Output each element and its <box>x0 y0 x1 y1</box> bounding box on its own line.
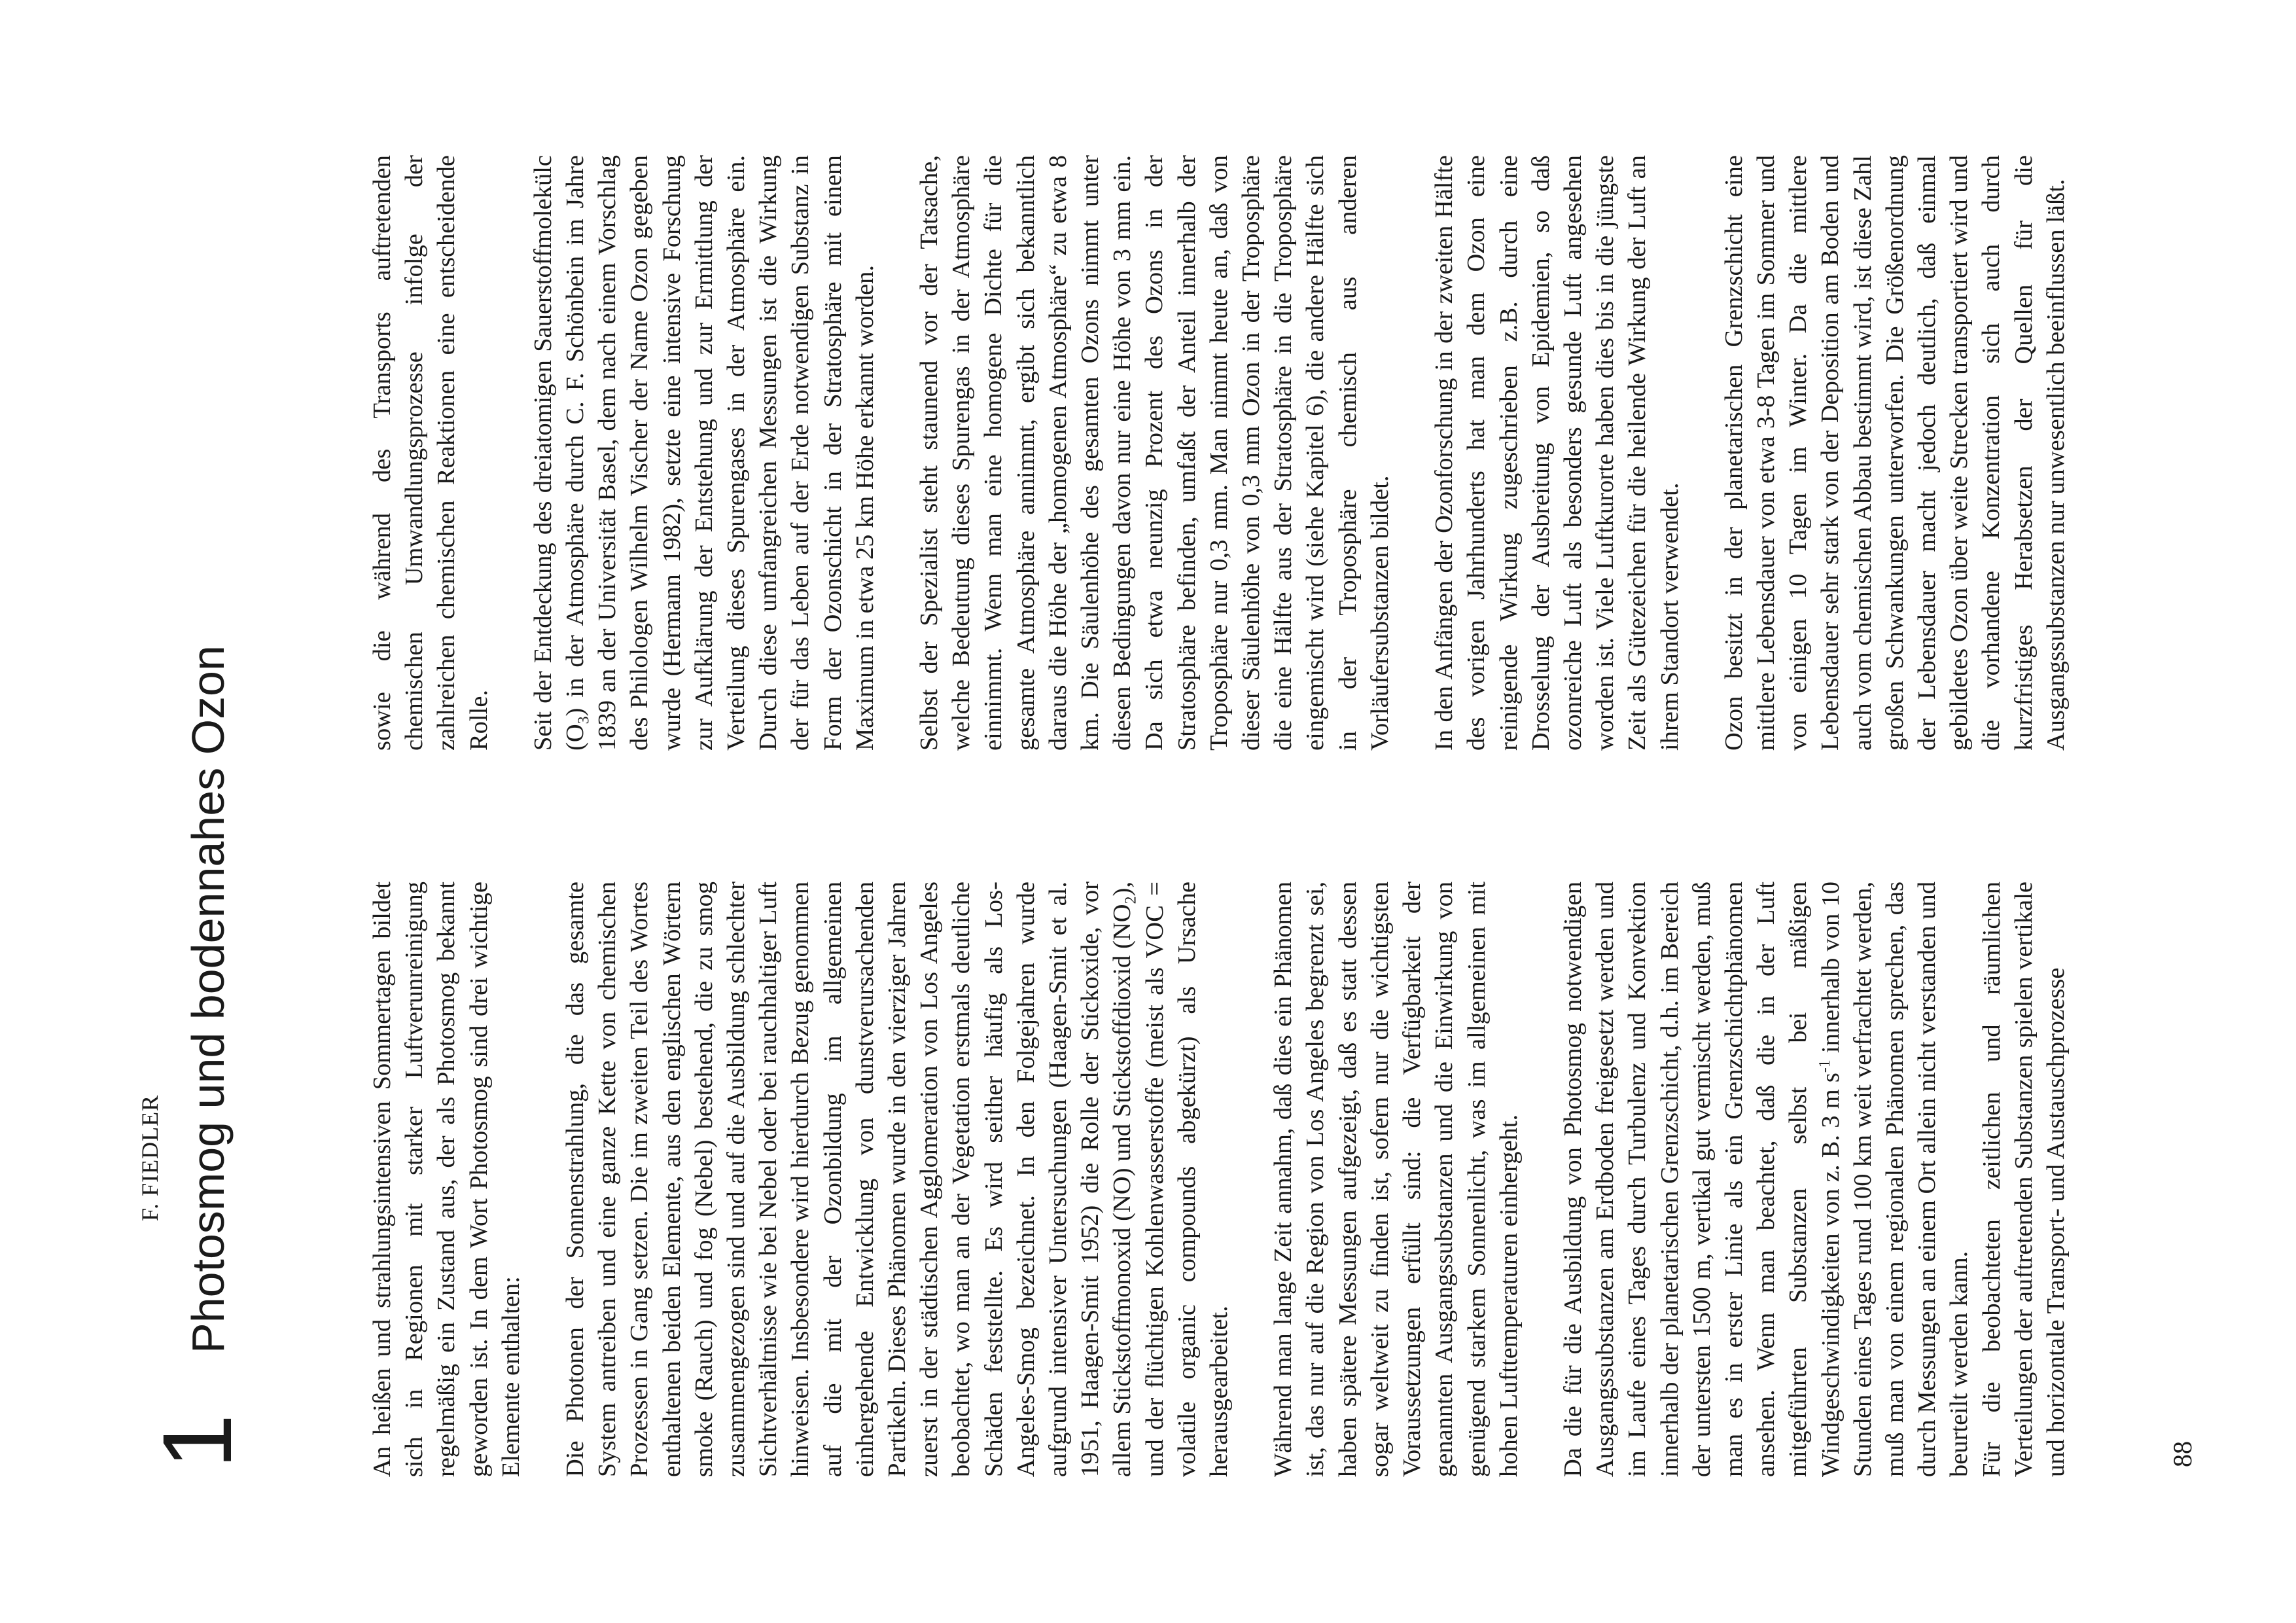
paragraph: Für die beobachteten zeitlichen und räumlichen Verteilungen der auftretenden Substanzen spielen vertikale und horizontale Transport- und Austauschprozesse <box>1977 882 2070 1477</box>
subscript: 2 <box>1123 896 1140 904</box>
paragraph: sowie die während des Transports auftretenden chemischen Umwandlungsprozesse infolge der zahlreichen chemischen Reaktionen eine entscheidende Rolle. <box>368 155 493 751</box>
paragraph-text: innerhalb von 10 Stunden eines Tages rund 100 km weit verfrachtet werden, muß man von einem regionalen Phänomen sprechen, das durch Messungen an einem Ort allein nicht verstanden und beurteilt werden kann. <box>1816 882 1973 1477</box>
paragraph: Während man lange Zeit annahm, daß dies ein Phänomen ist, das nur auf die Region von Los Angeles begrenzt sei, haben spätere Messungen aufgezeigt, daß es statt dessen sogar weltweit zu finden ist, sofern nur die wichtigsten Voraussetzungen erfüllt sind: die Verfügbarkeit der genannten Ausgangssubstanzen und die Einwirkung von genügend starkem Sonnenlicht, was im allgemeinen mit hohen Lufttemperaturen einhergeht. <box>1269 882 1523 1477</box>
paragraph-text: ), und der flüchtigen Kohlenwasserstoffe (meist als VOC = volatile organic compounds abgekürzt) als Ursache herausgearbeitet. <box>1108 882 1233 1477</box>
text-column-right <box>366 155 2104 751</box>
author-name: F. FIEDLER <box>137 1094 163 1221</box>
paragraph: Selbst der Spezialist steht staunend vor der Tatsache, welche Bedeutung dieses Spurengas in der Atmosphäre einnimmt. Wenn man eine homogene Dichte für die gesamte Atmosphäre annimmt, ergibt sich bekanntlich daraus die Höhe der „homogenen Atmosphäre“ zu etwa 8 km. Die Säulenhöhe des gesamten Ozons nimmt unter diesen Bedingungen davon nur eine Höhe von 3 mm ein. Da sich etwa neunzig Prozent des Ozons in der Stratosphäre befinden, umfaßt der Anteil innerhalb der Troposphäre nur 0,3 mm. Man nimmt heute an, daß von dieser Säulenhöhe von 0,3 mm Ozon in der Troposphäre die eine Hälfte aus der Stratosphäre in die Troposphäre eingemischt wird (siehe Kapitel 6), die andere Hälfte sich in der Troposphäre chemisch aus anderen Vorläufersubstanzen bildet. <box>915 155 1394 751</box>
paragraph: In den Anfängen der Ozonforschung in der zweiten Hälfte des vorigen Jahrhunderts hat man dem Ozon eine reinigende Wirkung zugeschrieben z.B. durch eine Drosselung der Ausbreitung von Epidemien, so daß ozonreiche Luft als besonders gesunde Luft angesehen worden ist. Viele Luftkurorte haben dies bis in die jüngste Zeit als Gütezeichen für die heilende Wirkung der Luft an ihrem Standort verwendet. <box>1430 155 1684 751</box>
paragraph-text: Die Photonen der Sonnenstrahlung, die das gesamte System antreiben und eine ganze Kette von chemischen Prozessen in Gang setzen. Die im zweiten Teil des Wortes enthaltenen beiden Elemente, aus den englischen Wörtern smoke (Rauch) und fog (Nebel) bestehend, die zu smog zusammengezogen sind und auf die Ausbildung schlechter Sichtverhältnisse wie bei Nebel oder bei rauchhaltiger Luft hinweisen. Insbesondere wird hierdurch Bezug genommen auf die mit der Ozonbildung im allgemeinen einhergehende Entwicklung von dunstverursachenden Partikeln. Dieses Phänomen wurde in den vierziger Jahren zuerst in der städtischen Agglomeration von Los Angeles beobachtet, wo man an der Vegetation erstmals deutliche Schäden feststellte. Es wird seither häufig als Los-Angeles-Smog bezeichnet. In den Folgejahren wurde aufgrund intensiver Untersuchungen (Haagen-Smit et al. 1951, Haagen-Smit 1952) die Rolle der Stickoxide, vor allem Stickstoffmonoxid (NO) und Stickstoffdioxid (NO <box>561 882 1137 1477</box>
paragraph <box>1557 882 1976 1477</box>
superscript: -1 <box>1816 1060 1833 1073</box>
paragraph: An heißen und strahlungsintensiven Sommertagen bildet sich in Regionen mit starker Luftverunreinigung regelmäßig ein Zustand aus, der als Photosmog bekannt geworden ist. In dem Wort Photosmog sind drei wichtige Elemente enthalten: <box>368 882 525 1477</box>
subscript: 3 <box>575 716 593 724</box>
paragraph-text: Da die für die Ausbildung von Photosmog notwendigen Ausgangssubstanzen am Erdboden freigesetzt werden und im Laufe eines Tages durch Turbulenz und Konvektion innerhalb der planetarischen Grenzschicht, d.h. im Bereich der untersten 1500 m, vertikal gut vermischt werden, muß man es in erster Linie als ein Grenzschichtphänomen ansehen. Wenn man beachtet, daß die in der Luft mitgeführten Substanzen selbst bei mäßigen Windgeschwindigkeiten von z. B. 3 m s <box>1559 882 1845 1477</box>
page-number: 88 <box>2168 1441 2197 1467</box>
paragraph-text: ) in der Atmosphäre durch C. F. Schönbein im Jahre 1839 an der Universität Basel, dem nach einem Vorschlag des Philologen Wilhelm Vischer der Name Ozon gegeben wurde (Hermann 1982), setzte eine intensive Forschung zur Aufklärung der Entstehung und zur Ermittlung der Verteilung dieses Spurengases in der Atmosphäre ein. Durch diese umfangreichen Messungen ist die Wirkung der für das Leben auf der Erde notwendigen Substanz in Form der Ozonschicht in der Stratosphäre mit einem Maximum in etwa 25 km Höhe erkannt worden. <box>561 155 879 751</box>
paragraph-text: Seit der Entdeckung des dreiatomigen Sauerstoffmolekülс (O <box>529 155 590 751</box>
paragraph <box>527 155 881 751</box>
paragraph: Ozon besitzt in der planetarischen Grenzschicht eine mittlere Lebensdauer von etwa 3-8 Tagen im Sommer und von einigen 10 Tagen im Winter. Da die mittlere Lebensdauer sehr stark von der Deposition am Boden und auch vom chemischen Abbau bestimmt wird, ist diese Zahl großen Schwankungen unterworfen. Die Größenordnung der Lebensdauer macht jedoch deutlich, daß einmal gebildetes Ozon über weite Strecken transportiert wird und die vorhandene Konzentration sich auch durch kurzfristiges Herabsetzen der Quellen für die Ausgangssubstanzen nur unwesentlich beeinflussen läßt. <box>1720 155 2070 751</box>
chapter-number: 1 <box>142 1414 252 1469</box>
text-column-left <box>366 882 2072 1477</box>
chapter-title: Photosmog und bodennahes Ozon <box>183 645 234 1353</box>
paragraph <box>559 882 1235 1477</box>
